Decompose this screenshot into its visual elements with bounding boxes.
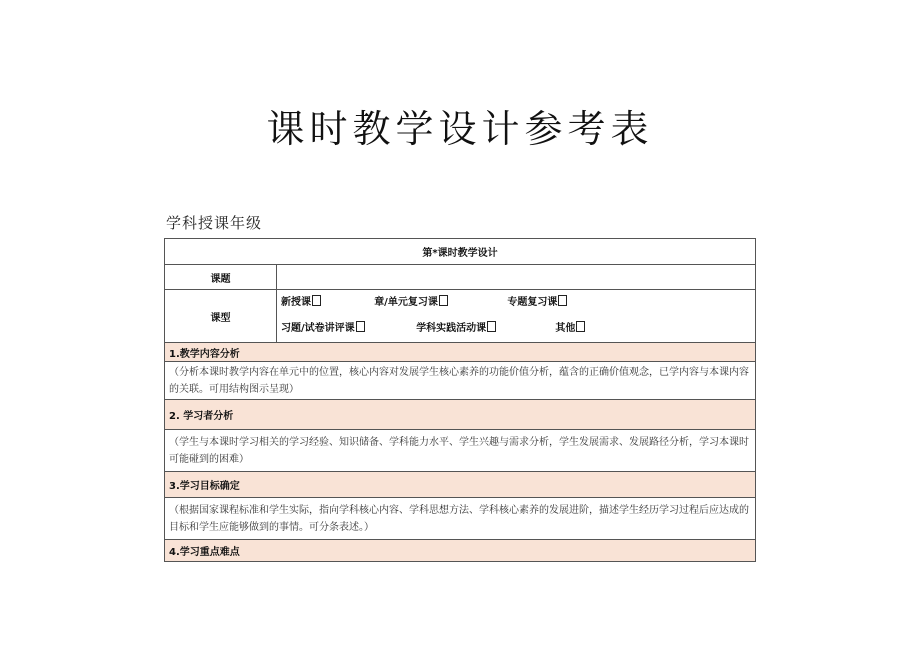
type-label: 课型 (165, 290, 277, 343)
topic-value-field[interactable] (277, 265, 756, 290)
option-unit-review[interactable]: 章/单元复习课 (374, 290, 504, 316)
section-heading-learning-goals: 3.学习目标确定 (165, 472, 756, 498)
table-header: 第*课时教学设计 (165, 239, 756, 265)
type-options-row-2 (281, 316, 751, 342)
checkbox[interactable] (576, 321, 585, 332)
checkbox[interactable] (439, 295, 448, 306)
section-heading-learner-analysis: 2. 学习者分析 (165, 400, 756, 430)
section-description-learning-goals[interactable]: （根据国家课程标准和学生实际，指向学科核心内容、学科思想方法、学科核心素养的发展进阶，描述学生经历学习过程后应达成的目标和学生应能够做到的事情。可分条表述。） (165, 498, 756, 540)
checkbox[interactable] (356, 321, 365, 332)
topic-label: 课题 (165, 265, 277, 290)
checkbox[interactable] (558, 295, 567, 306)
lesson-design-table (164, 238, 756, 562)
checkbox[interactable] (487, 321, 496, 332)
option-topic-review[interactable]: 专题复习课 (507, 290, 567, 316)
checkbox[interactable] (312, 295, 321, 306)
option-practice-activity[interactable]: 学科实践活动课 (416, 316, 552, 342)
section-heading-key-difficulties: 4.学习重点难点 (165, 540, 756, 562)
option-other[interactable]: 其他 (555, 316, 585, 342)
subject-grade-line: 学科授课年级 (166, 214, 263, 232)
section-description-content-analysis[interactable]: （分析本课时教学内容在单元中的位置，核心内容对发展学生核心素养的功能价值分析，蕴含的正确价值观念，已学内容与本课内容的关联。可用结构图示呈现） (165, 362, 756, 400)
page-title: 课时教学设计参考表 (266, 107, 654, 151)
type-options-row-1 (281, 290, 751, 316)
section-heading-content-analysis: 1.教学内容分析 (165, 343, 756, 362)
type-options-cell (277, 290, 756, 343)
option-new-lesson[interactable]: 新授课 (281, 290, 371, 316)
section-description-learner-analysis[interactable]: （学生与本课时学习相关的学习经验、知识储备、学科能力水平、学生兴趣与需求分析，学生发展需求、发展路径分析，学习本课时可能碰到的困难） (165, 430, 756, 472)
option-exercise-review[interactable]: 习题/试卷讲评课 (281, 316, 413, 342)
